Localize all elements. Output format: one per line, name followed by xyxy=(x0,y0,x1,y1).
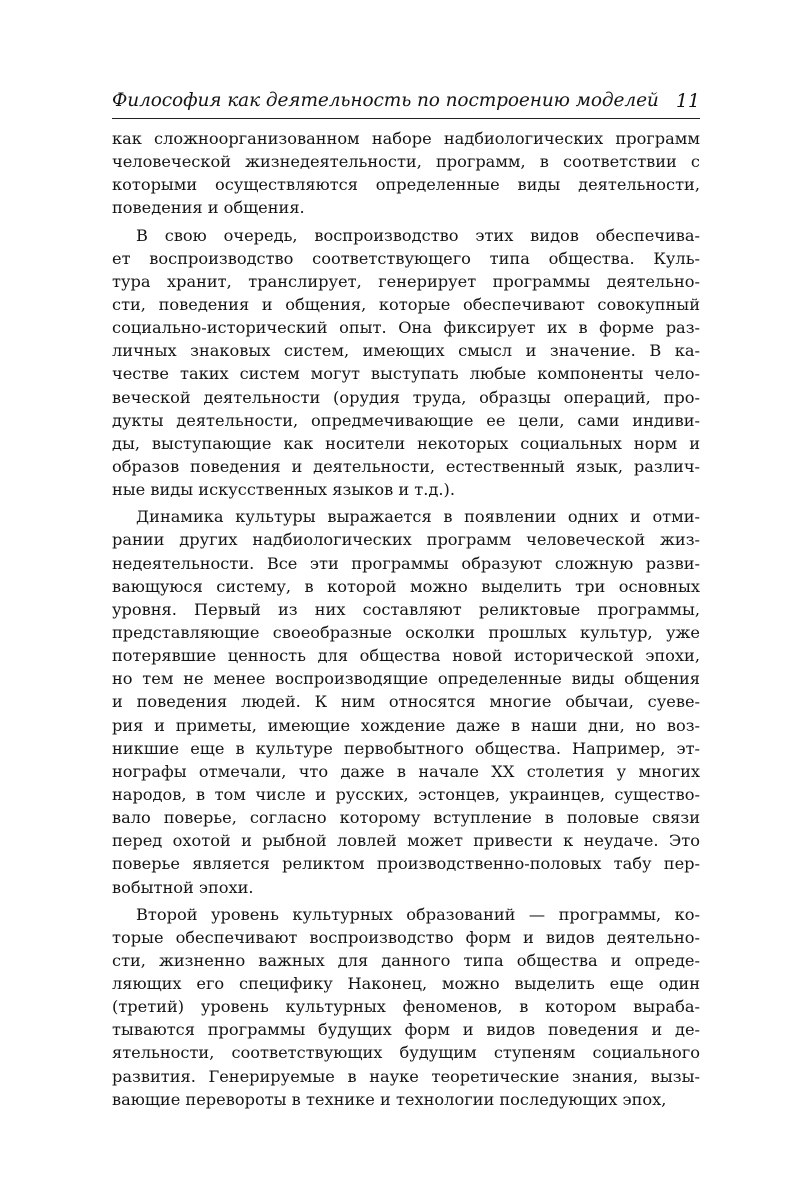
text-line: перед охотой и рыбной ловлей может привести к неудаче. Это xyxy=(112,831,700,851)
text-line: (третий) уровень культурных феноменов, в котором выраба- xyxy=(112,997,700,1017)
paragraph xyxy=(112,224,700,502)
text-line: потерявшие ценность для общества новой исторической эпохи, xyxy=(112,646,700,666)
text-line: ные виды искусственных языков и т.д.). xyxy=(112,480,455,500)
text-line: поверье является реликтом производственно-половых табу пер- xyxy=(112,854,700,874)
text-line: которыми осуществляются определенные виды деятельности, xyxy=(112,175,700,195)
text-line: образов поведения и деятельности, естественный язык, различ- xyxy=(112,456,700,476)
paragraph xyxy=(112,903,700,1111)
text-line: рия и приметы, имеющие хождение даже в наши дни, но воз- xyxy=(112,715,700,735)
running-head-title: Философия как деятельность по построению моделей xyxy=(112,90,659,111)
text-line: Второй уровень культурных образований — программы, ко- xyxy=(136,904,700,924)
text-line: вающие перевороты в технике и технологии последующих эпох, xyxy=(112,1089,667,1109)
text-line: сти, поведения и общения, которые обеспечивают совокупный xyxy=(112,294,700,314)
text-line: вающуюся систему, в которой можно выделить три основных xyxy=(112,576,700,596)
text-line: торые обеспечивают воспроизводство форм и видов деятельно- xyxy=(112,927,700,947)
text-line: уровня. Первый из них составляют реликтовые программы, xyxy=(112,599,700,619)
text-line: тываются программы будущих форм и видов поведения и де- xyxy=(112,1020,700,1040)
text-line: дукты деятельности, опредмечивающие ее цели, сами индиви- xyxy=(112,410,700,430)
text-line: недеятельности. Все эти программы образуют сложную разви- xyxy=(112,553,700,573)
text-line: никшие еще в культуре первобытного общества. Например, эт- xyxy=(112,738,700,758)
text-line: нографы отмечали, что даже в начале XX столетия у многих xyxy=(112,761,700,781)
header-rule xyxy=(112,118,700,119)
text-line: но тем не менее воспроизводящие определенные виды общения xyxy=(112,669,700,689)
text-line: сти, жизненно важных для данного типа общества и опреде- xyxy=(112,950,700,970)
text-line: рании других надбиологических программ человеческой жиз- xyxy=(112,530,700,550)
text-line: личных знаковых систем, имеющих смысл и значение. В ка- xyxy=(112,341,700,361)
text-line: ет воспроизводство соответствующего типа общества. Куль- xyxy=(112,248,700,268)
paragraph xyxy=(112,127,700,220)
text-line: представляющие своеобразные осколки прошлых культур, уже xyxy=(112,622,700,642)
text-line: поведения и общения. xyxy=(112,198,305,218)
page-number: 11 xyxy=(675,90,700,112)
running-head xyxy=(112,88,700,118)
text-line: вобытной эпохи. xyxy=(112,877,254,897)
text-line: социально-исторический опыт. Она фиксирует их в форме раз- xyxy=(112,318,700,338)
text-line: развития. Генерируемые в науке теоретические знания, вызы- xyxy=(112,1066,700,1086)
text-line: тура хранит, транслирует, генерирует программы деятельно- xyxy=(112,271,700,291)
text-line: ляющих его специфику Наконец, можно выделить еще один xyxy=(112,974,700,994)
text-line: человеческой жизнедеятельности, программ, в соответствии с xyxy=(112,152,700,172)
text-line: как сложноорганизованном наборе надбиологических программ xyxy=(112,129,700,148)
text-line: народов, в том числе и русских, эстонцев, украинцев, существо- xyxy=(112,784,700,804)
text-line: честве таких систем могут выступать любые компоненты чело- xyxy=(112,364,700,384)
text-line: вало поверье, согласно которому вступление в половые связи xyxy=(112,808,700,828)
body-text xyxy=(112,127,700,1111)
text-line: ятельности, соответствующих будущим ступеням социального xyxy=(112,1043,700,1063)
text-line: веческой деятельности (орудия труда, образцы операций, про- xyxy=(112,387,700,407)
text-line: Динамика культуры выражается в появлении одних и отми- xyxy=(136,507,700,527)
text-line: и поведения людей. К ним относятся многие обычаи, суеве- xyxy=(112,692,700,712)
paragraph xyxy=(112,505,700,898)
text-line: В свою очередь, воспроизводство этих видов обеспечива- xyxy=(136,225,700,245)
text-line: ды, выступающие как носители некоторых социальных норм и xyxy=(112,433,700,453)
